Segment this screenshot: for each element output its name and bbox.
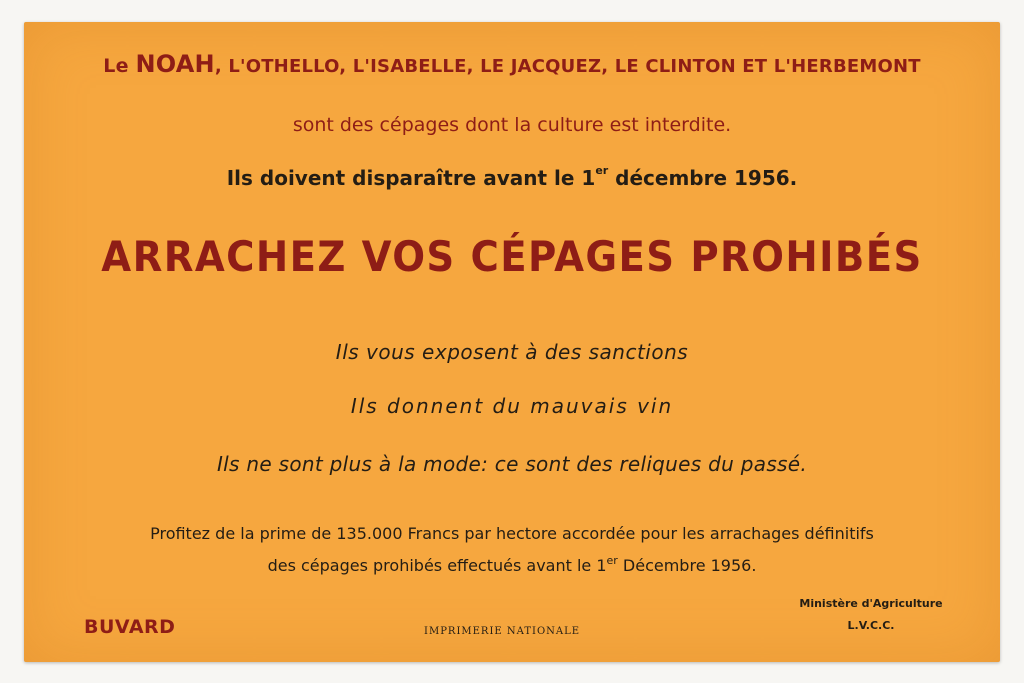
reason-bad-wine: Ils donnent du mauvais vin	[350, 394, 674, 418]
headline: ARRACHEZ VOS CÉPAGES PROHIBÉS	[101, 232, 923, 281]
deadline-after: décembre 1956.	[608, 166, 798, 190]
deadline-sup: er	[595, 164, 609, 177]
ministry-label: Ministère d'Agriculture	[799, 597, 943, 610]
prime-line-1: Profitez de la prime de 135.000 Francs par hectore accordée pour les arrachages définitifs	[150, 524, 874, 543]
reason-out-of-fashion: Ils ne sont plus à la mode: ce sont des reliques du passé.	[216, 452, 808, 476]
varieties-list-text: , L'OTHELLO, L'ISABELLE, LE JACQUEZ, LE CLINTON ET L'HERBEMONT	[214, 56, 921, 77]
culture-forbidden-line: sont des cépages dont la culture est interdite.	[292, 114, 732, 136]
le-text: Le	[103, 55, 129, 77]
prime-before: des cépages prohibés effectués avant le 1	[267, 556, 607, 575]
reason-sanctions: Ils vous exposent à des sanctions	[335, 340, 689, 364]
ministry-block	[786, 593, 956, 637]
grape-varieties-line	[24, 50, 1000, 78]
prime-line-2	[24, 556, 1000, 575]
lvcc-label: L.V.C.C.	[847, 619, 895, 632]
prime-sup: er	[606, 554, 618, 567]
deadline-line	[24, 166, 1000, 190]
imprimerie-label: IMPRIMERIE NATIONALE	[424, 626, 581, 637]
noah-text: NOAH	[135, 50, 215, 78]
prime-after: Décembre 1956.	[617, 556, 757, 575]
deadline-before: Ils doivent disparaître avant le 1	[226, 166, 596, 190]
buvard-label: BUVARD	[84, 616, 176, 638]
blotter-card	[24, 22, 1000, 662]
